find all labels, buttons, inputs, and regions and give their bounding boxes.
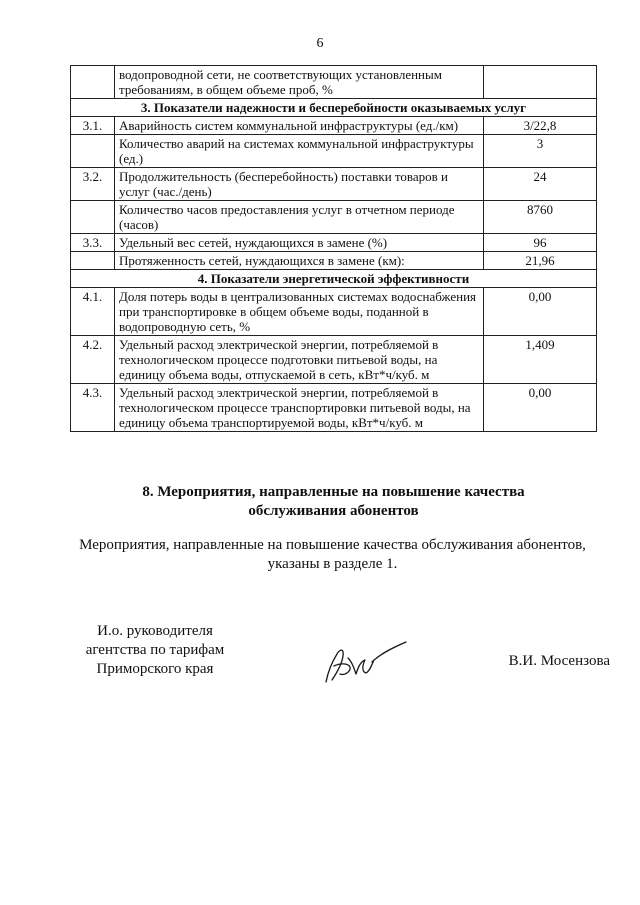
section-8-heading-line-2: обслуживания абонентов: [248, 503, 419, 519]
table-row: [71, 66, 597, 99]
section-8-heading: [70, 483, 597, 521]
section-8-heading-line-1: 8. Мероприятия, направленные на повышение качества: [142, 484, 525, 500]
section-row: [71, 99, 597, 117]
row-number-cell: 4.3.: [71, 384, 115, 432]
row-number-cell: 3.3.: [71, 234, 115, 252]
indicator-value-cell: 3: [484, 135, 597, 168]
indicators-table-body: [71, 66, 597, 432]
indicator-name-cell: Удельный расход электрической энергии, потребляемой в технологическом процессе подготовки питьевой воды, на единицу объема воды, отпускаемой в сеть, кВт*ч/куб. м: [115, 336, 484, 384]
table-row: [71, 168, 597, 201]
indicator-value-cell: 3/22,8: [484, 117, 597, 135]
row-number-cell: 4.2.: [71, 336, 115, 384]
signatory-title-line-2: агентства по тарифам: [85, 642, 225, 658]
indicator-value-cell: 0,00: [484, 384, 597, 432]
table-row: [71, 288, 597, 336]
indicator-name-cell: водопроводной сети, не соответствующих установленным требованиям, в общем объеме проб, %: [115, 66, 484, 99]
signatory-name: В.И. Мосензова: [508, 653, 610, 669]
indicator-name-cell: Доля потерь воды в централизованных системах водоснабжения при транспортировке в общем объеме воды, поданной в водопроводную сеть, %: [115, 288, 484, 336]
table-row: [71, 384, 597, 432]
indicator-value-cell: 96: [484, 234, 597, 252]
section-8-body-line-2: указаны в разделе 1.: [267, 556, 398, 572]
section-row: [71, 270, 597, 288]
table-row: [71, 135, 597, 168]
section-heading-cell: 3. Показатели надежности и бесперебойности оказываемых услуг: [71, 99, 597, 117]
section-8-body-line-1: Мероприятия, направленные на повышение качества обслуживания абонентов,: [79, 537, 586, 553]
indicator-value-cell: 8760: [484, 201, 597, 234]
table-row: [71, 201, 597, 234]
indicator-value-cell: [484, 66, 597, 99]
indicator-name-cell: Количество аварий на системах коммунальной инфраструктуры (ед.): [115, 135, 484, 168]
row-number-cell: [71, 201, 115, 234]
table-row: [71, 252, 597, 270]
page-number: 6: [316, 36, 324, 51]
row-number-cell: 3.1.: [71, 117, 115, 135]
indicator-name-cell: Количество часов предоставления услуг в отчетном периоде (часов): [115, 201, 484, 234]
indicator-name-cell: Продолжительность (бесперебойность) поставки товаров и услуг (час./день): [115, 168, 484, 201]
indicators-table: [70, 65, 597, 432]
row-number-cell: [71, 252, 115, 270]
indicator-name-cell: Удельный вес сетей, нуждающихся в замене (%): [115, 234, 484, 252]
indicator-name-cell: Протяженность сетей, нуждающихся в замене (км):: [115, 252, 484, 270]
indicator-name-cell: Аварийность систем коммунальной инфраструктуры (ед./км): [115, 117, 484, 135]
table-row: [71, 234, 597, 252]
signatory-title: [70, 622, 240, 679]
row-number-cell: [71, 135, 115, 168]
row-number-cell: 4.1.: [71, 288, 115, 336]
table-row: [71, 117, 597, 135]
indicator-value-cell: 0,00: [484, 288, 597, 336]
indicator-value-cell: 21,96: [484, 252, 597, 270]
signatory-title-line-3: Приморского края: [96, 661, 214, 677]
table-row: [71, 336, 597, 384]
indicator-value-cell: 24: [484, 168, 597, 201]
row-number-cell: [71, 66, 115, 99]
row-number-cell: 3.2.: [71, 168, 115, 201]
section-8-body: [60, 536, 605, 574]
section-heading-cell: 4. Показатели энергетической эффективности: [71, 270, 597, 288]
handwritten-signature: [318, 636, 413, 686]
signatory-title-line-1: И.о. руководителя: [97, 623, 213, 639]
indicator-value-cell: 1,409: [484, 336, 597, 384]
indicator-name-cell: Удельный расход электрической энергии, потребляемой в технологическом процессе транспортировки питьевой воды, на единицу объема транспортируемой воды, кВт*ч/куб. м: [115, 384, 484, 432]
